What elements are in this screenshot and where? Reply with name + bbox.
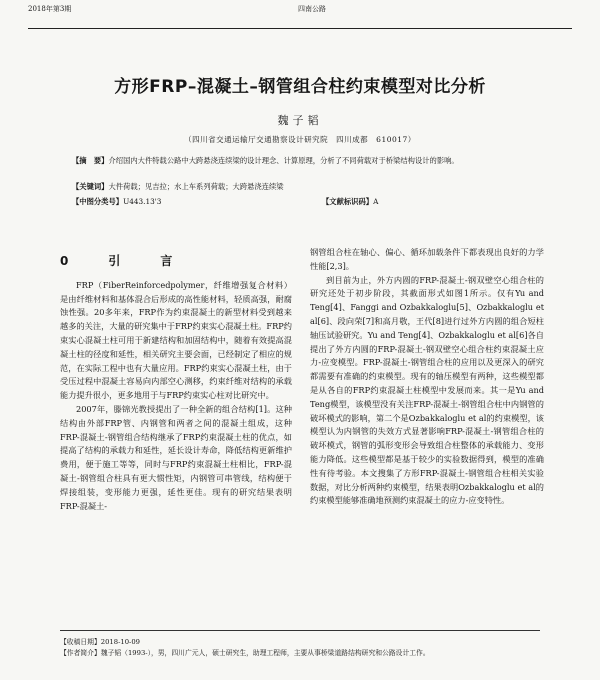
footnote-rule — [60, 630, 540, 631]
article-author: 魏子韬 — [277, 114, 323, 127]
doc-value: A — [373, 197, 379, 206]
paragraph: 到目前为止，外方内圆的FRP-混凝土-钢双壁空心组合柱的研究还处于初步阶段，其截面形式如图1所示。仅有Yu and Teng[4]、Fanggi and Ozbakkaloglu[5]、Ozbakkaloglu et al[6]、段向荣[7]和高月敬，王代[8]进行过外方内圆的组合短柱轴压试验研究。Yu and Teng[4]、Ozbakkaloglu et al[6]各自提出了外方内圆的FRP-混凝土-钢双壁空心组合柱约束混凝土应力-应变模型。FRP-混凝土-钢管组合柱的应用以及更深入的研究都需要有准确的约束模型。现有的轴压模型有两种，这些模型都是从各自的FRP约束混凝土柱模型中发展而来。其一是Yu and Teng模型，该模型没有关注FRP-混凝土-钢管组合柱中内钢管的破坏模式的影响，第二个是Ozbakkaloglu et al的约束模型，该模型认为内钢管的失效方式显著影响FRP-混凝土-钢管组合柱的破坏模式，钢管的弧形变形会导致组合柱整体的承载能力、变形能力降低。这些模型都是基于较少的实验数据得到，模型的准确性有待考验。本文搜集了方形FRP-混凝土-钢管组合柱相关实验数据，对比分析两种约束模型，结果表明Ozbakkaloglu et al的约束模型能够准确地预测约束混凝土的应力-应变特性。 — [310, 274, 544, 506]
header-issue: 2018年第3期 — [28, 5, 72, 13]
paragraph: FRP（FiberReinforcedpolymer，纤维增强复合材料）是由纤维材料和基体混合后形成的高性能材料，轻质高强，耐腐蚀性强。20多年来，FRP作为约束混凝土的新型材料受到越来越多的关注，大量的研究集中于FRP约束实心混凝土柱。FRP约束实心混凝土柱可用于新建结构和加固结构中，随着有效提高混凝土柱的径度和延性，相关研究主要会面，已经制定了相应的规范，在实际工程中也有大量应用。FRP约束实心混凝土柱，由于受压过程中混凝土容易向内部空心测移，约束纤维对结构的承载能力提升很小，更多地用于与FRP约束实心柱对比研究中。 — [60, 279, 292, 401]
doc-label: 【文献标识码】 — [322, 197, 374, 206]
footnote-author-intro: 【作者简介】魏子韬（1993-），男，四川广元人，硕士研究生，助理工程师，主要从事桥梁道路结构研究和公路设计工作。 — [60, 649, 430, 657]
clc-value: U443.13'3 — [123, 197, 162, 206]
right-column — [310, 246, 544, 508]
keywords — [72, 180, 542, 193]
doc-code — [322, 195, 378, 208]
author-affiliation: （四川省交通运输厅交通勘察设计研究院 四川成都 610017） — [184, 135, 416, 144]
clc-label: 【中图分类号】 — [72, 197, 124, 206]
abstract-label: 【摘 要】 — [72, 156, 109, 165]
article-title: 方形FRP–混凝土–钢管组合柱约束模型对比分析 — [114, 77, 486, 97]
abstract — [72, 154, 542, 167]
keywords-text: 大件荷载；见吉拉；水上车系列荷载；大跨悬浇连续梁 — [108, 182, 284, 191]
footnote-received: 【收稿日期】2018-10-09 — [60, 638, 140, 646]
header-rule — [28, 28, 572, 29]
abstract-text: 介绍国内大件特载公路中大跨悬浇连续梁的设计理念、计算原理，分析了不同荷载对于桥梁结构设计的影响。 — [108, 156, 459, 165]
header-journal: 四南公路 — [298, 5, 326, 13]
paragraph: 2007年，滕锦光教授提出了一种全新的组合结构[1]。这种结构由外部FRP管、内钢管和两者之间的混凝土组成，这种FRP-混凝土-钢管组合结构继承了FRP约束混凝土柱的优点，如提高了结构的承载力和延性，延长设计寿命，降低结构更新维护费用，便于施工等等，同时与FRP约束混凝土柱相比，FRP-混凝土-钢管组合柱具有更大惯性矩，内钢管可串管线，结构便于焊接组装，变形能力更强，延性更佳。现有的研究结果表明FRP-混凝土- — [60, 403, 292, 511]
keywords-label: 【关键词】 — [72, 182, 109, 191]
paragraph: 钢管组合柱在轴心、偏心、循环加载条件下都表现出良好的力学性能[2,3]。 — [310, 247, 544, 271]
section-heading: 0 引 言 — [60, 254, 187, 268]
classification-line — [72, 195, 542, 208]
left-column — [60, 255, 292, 513]
